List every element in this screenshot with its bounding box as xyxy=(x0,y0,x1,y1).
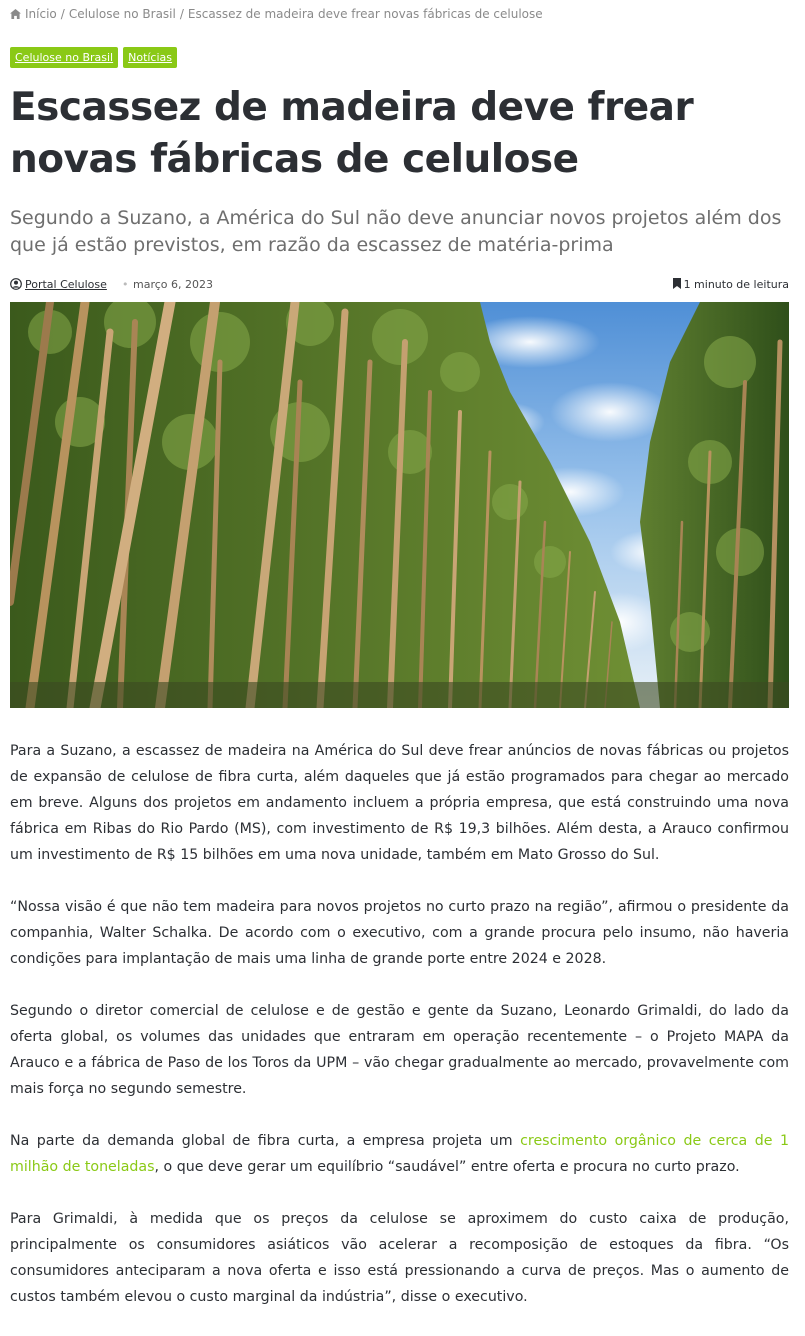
breadcrumb-separator: / xyxy=(179,7,184,21)
user-circle-icon xyxy=(10,278,22,290)
paragraph-3: Segundo o diretor comercial de celulose e de gestão e gente da Suzano, Leonardo Grimaldi, do lado da oferta global, os volumes das unidades que entraram em operação recentemente – o Projeto MAPA da Arauco e a fábrica de Paso de los Toros da UPM – vão chegar gradualmente ao mercado, provavelmente com mais força no segundo semestre. xyxy=(10,1003,789,1097)
article-body xyxy=(10,738,789,1336)
author-name: Portal Celulose xyxy=(25,278,107,291)
paragraph-4-text-after: , o que deve gerar um equilíbrio “saudável” entre oferta e procura no curto prazo. xyxy=(154,1159,740,1175)
author-link[interactable] xyxy=(10,276,107,294)
category-badge-celulose-no-brasil[interactable]: Celulose no Brasil xyxy=(10,47,118,68)
paragraph-4 xyxy=(10,1128,789,1180)
paragraph-1: Para a Suzano, a escassez de madeira na América do Sul deve frear anúncios de novas fábricas ou projetos de expansão de celulose de fibra curta, além daqueles que já estão programados para chegar ao mercado em breve. Alguns dos projetos em andamento incluem a própria empresa, que está construindo uma nova fábrica em Ribas do Rio Pardo (MS), com investimento de R$ 19,3 bilhões. Além desta, a Arauco confirmou um investimento de R$ 15 bilhões em uma nova unidade, também em Mato Grosso do Sul. xyxy=(10,743,789,863)
paragraph-4-text-before: Na parte da demanda global de fibra curta, a empresa projeta um xyxy=(10,1133,521,1149)
hero-image xyxy=(10,302,789,708)
breadcrumb-separator: / xyxy=(60,7,65,21)
organic-growth-link[interactable]: crescimento orgânico de cerca de 1 milhão de toneladas xyxy=(10,1133,789,1175)
reading-time xyxy=(673,276,789,294)
article-title: Escassez de madeira deve frear novas fábricas de celulose xyxy=(10,85,694,182)
article-subtitle: Segundo a Suzano, a América do Sul não deve anunciar novos projetos além dos que já estão previstos, em razão da escassez de matéria-prima xyxy=(10,207,782,256)
meta-dot-separator: • xyxy=(122,278,129,291)
paragraph-5: Para Grimaldi, à medida que os preços da celulose se aproximem do custo caixa de produção, principalmente os consumidores asiáticos vão acelerar a recomposição de estoques da fibra. “Os consumidores anteciparam a nova oferta e isso está pressionando a curva de preços. Mas o aumento de custos também elevou o custo marginal da indústria”, disse o executivo. xyxy=(10,1211,789,1305)
breadcrumb-current: Escassez de madeira deve frear novas fábricas de celulose xyxy=(187,7,543,21)
reading-time-label: 1 minuto de leitura xyxy=(683,278,789,291)
bookmark-icon xyxy=(673,278,681,289)
publish-date: março 6, 2023 xyxy=(133,278,213,291)
paragraph-2: “Nossa visão é que não tem madeira para novos projetos no curto prazo na região”, afirmou o presidente da companhia, Walter Schalka. De acordo com o executivo, com a grande procura pelo insumo, não haveria condições para implantação de mais uma linha de grande porte entre 2024 e 2028. xyxy=(10,899,789,967)
eucalyptus-forest-photo xyxy=(10,302,789,708)
home-icon xyxy=(10,9,21,19)
breadcrumb-home-link[interactable]: Início xyxy=(25,7,57,21)
category-badge-noticias[interactable]: Notícias xyxy=(123,47,177,68)
breadcrumb-category-link[interactable]: Celulose no Brasil xyxy=(68,7,176,21)
category-badges xyxy=(10,47,177,68)
breadcrumb xyxy=(10,5,543,23)
article-meta xyxy=(10,276,789,294)
